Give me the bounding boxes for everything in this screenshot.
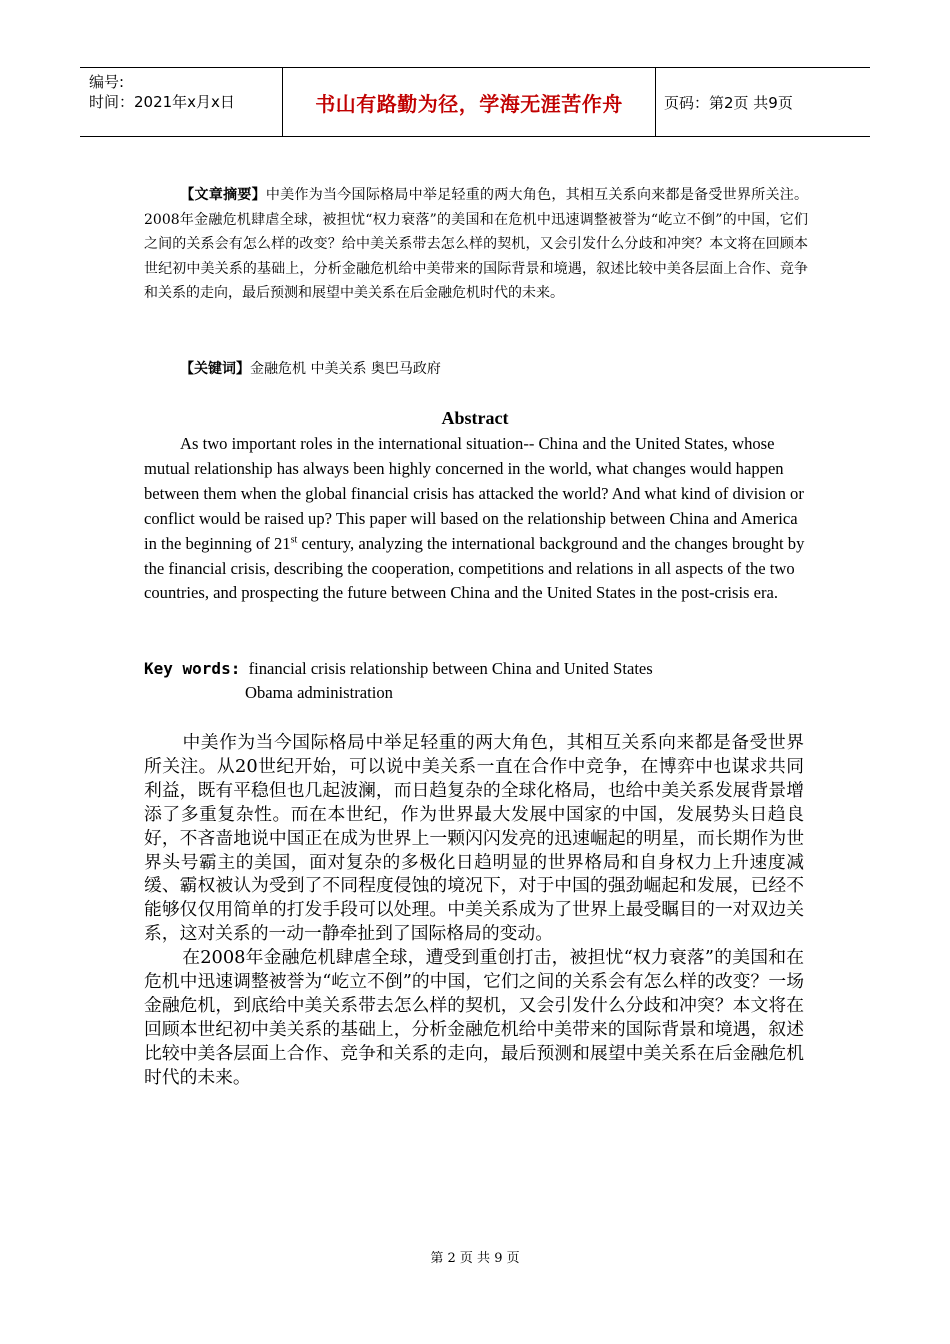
keywords-en-label: Key words:: [144, 659, 241, 678]
body-paragraph-2-text: 在2008年金融危机肆虐全球，遭受到重创打击，被担忧“权力衰落”的美国和在危机中迅速调整被誉为“屹立不倒”的中国，它们之间的关系会有怎么样的改变？一场金融危机，到底给中美关系带去怎么样的契机，又会引发什么分歧和冲突？本文将在回顾本世纪初中美关系的基础上，分析金融危机给中美带来的国际背景和境遇，叙述比较中美各层面上合作、竞争和关系的走向，最后预测和展望中美关系在后金融危机时代的未来。: [144, 947, 804, 1088]
keywords-en-line1: financial crisis relationship between China and United States: [248, 659, 653, 678]
body-paragraph-2: [144, 946, 804, 1089]
header-page-info: 页码：第2页 共9页: [664, 93, 793, 112]
abstract-cn-text: 中美作为当今国际格局中举足轻重的两大角色，其相互关系向来都是备受世界所关注。2008年金融危机肆虐全球，被担忧“权力衰落”的美国和在危机中迅速调整被誉为“屹立不倒”的中国，它们之间的关系会有怎么样的改变？给中美关系带去怎么样的契机，又会引发什么分歧和冲突？本文将在回顾本世纪初中美关系的基础上，分析金融危机给中美带来的国际背景和境遇，叙述比较中美各层面上合作、竞争和关系的走向，最后预测和展望中美关系在后金融危机时代的未来。: [144, 187, 809, 301]
body-text: [144, 731, 804, 1090]
page-header: [80, 67, 870, 137]
document-number-label: 编号:: [89, 73, 125, 91]
keywords-en-line2: Obama administration: [245, 682, 393, 702]
abstract-en-text-2: century, analyzing the international background and the changes brought by the financial crisis, describing the cooperation, competitions and relations in all aspects of the two countries, and prospecting the future between China and the United States in the post-crisis era.: [144, 533, 805, 603]
abstract-en-title: Abstract: [441, 408, 509, 428]
body-paragraph-1-text: 中美作为当今国际格局中举足轻重的两大角色，其相互关系向来都是备受世界所关注。从20世纪开始，可以说中美关系一直在合作中竞争，在博弈中也谋求共同利益，既有平稳但也几起波澜，而日趋复杂的全球化格局，也给中美关系发展背景增添了多重复杂性。而在本世纪，作为世界最大发展中国家的中国，发展势头日趋良好，不吝啬地说中国正在成为世界上一颗闪闪发亮的迅速崛起的明星，而长期作为世界头号霸主的美国，面对复杂的多极化日趋明显的世界格局和自身权力上升速度减缓、霸权被认为受到了不同程度侵蚀的境况下，对于中国的强劲崛起和发展，已经不能够仅仅用简单的打发手段可以处理。中美关系成为了世界上最受瞩目的一对双边关系，这对关系的一动一静牵扯到了国际格局的变动。: [144, 732, 804, 945]
page-footer: 第 2 页 共 9 页: [430, 1251, 520, 1266]
document-date: 时间：2021年x月x日: [89, 93, 235, 111]
keywords-cn-text: 金融危机 中美关系 奥巴马政府: [250, 361, 441, 377]
abstract-en-text-1: As two important roles in the international situation-- China and the United States, whose mutual relationship has always been highly concerned in the world, what changes would happen between them when the global financial crisis has attacked the world? And what kind of division or conflict would be raised up? This paper will based on the relationship between China and America in the beginning of 21: [144, 434, 804, 553]
body-paragraph-1: [144, 731, 804, 946]
keywords-cn: [180, 358, 441, 380]
keywords-en: [144, 657, 824, 704]
abstract-en-body: [144, 432, 810, 606]
abstract-en-sup: st: [290, 534, 298, 546]
header-meta: [80, 68, 283, 136]
header-motto: 书山有路勤为径，学海无涯苦作舟: [283, 68, 656, 136]
abstract-cn-label: 【文章摘要】: [180, 187, 266, 203]
abstract-cn: [144, 183, 808, 306]
keywords-cn-label: 【关键词】: [180, 361, 250, 377]
